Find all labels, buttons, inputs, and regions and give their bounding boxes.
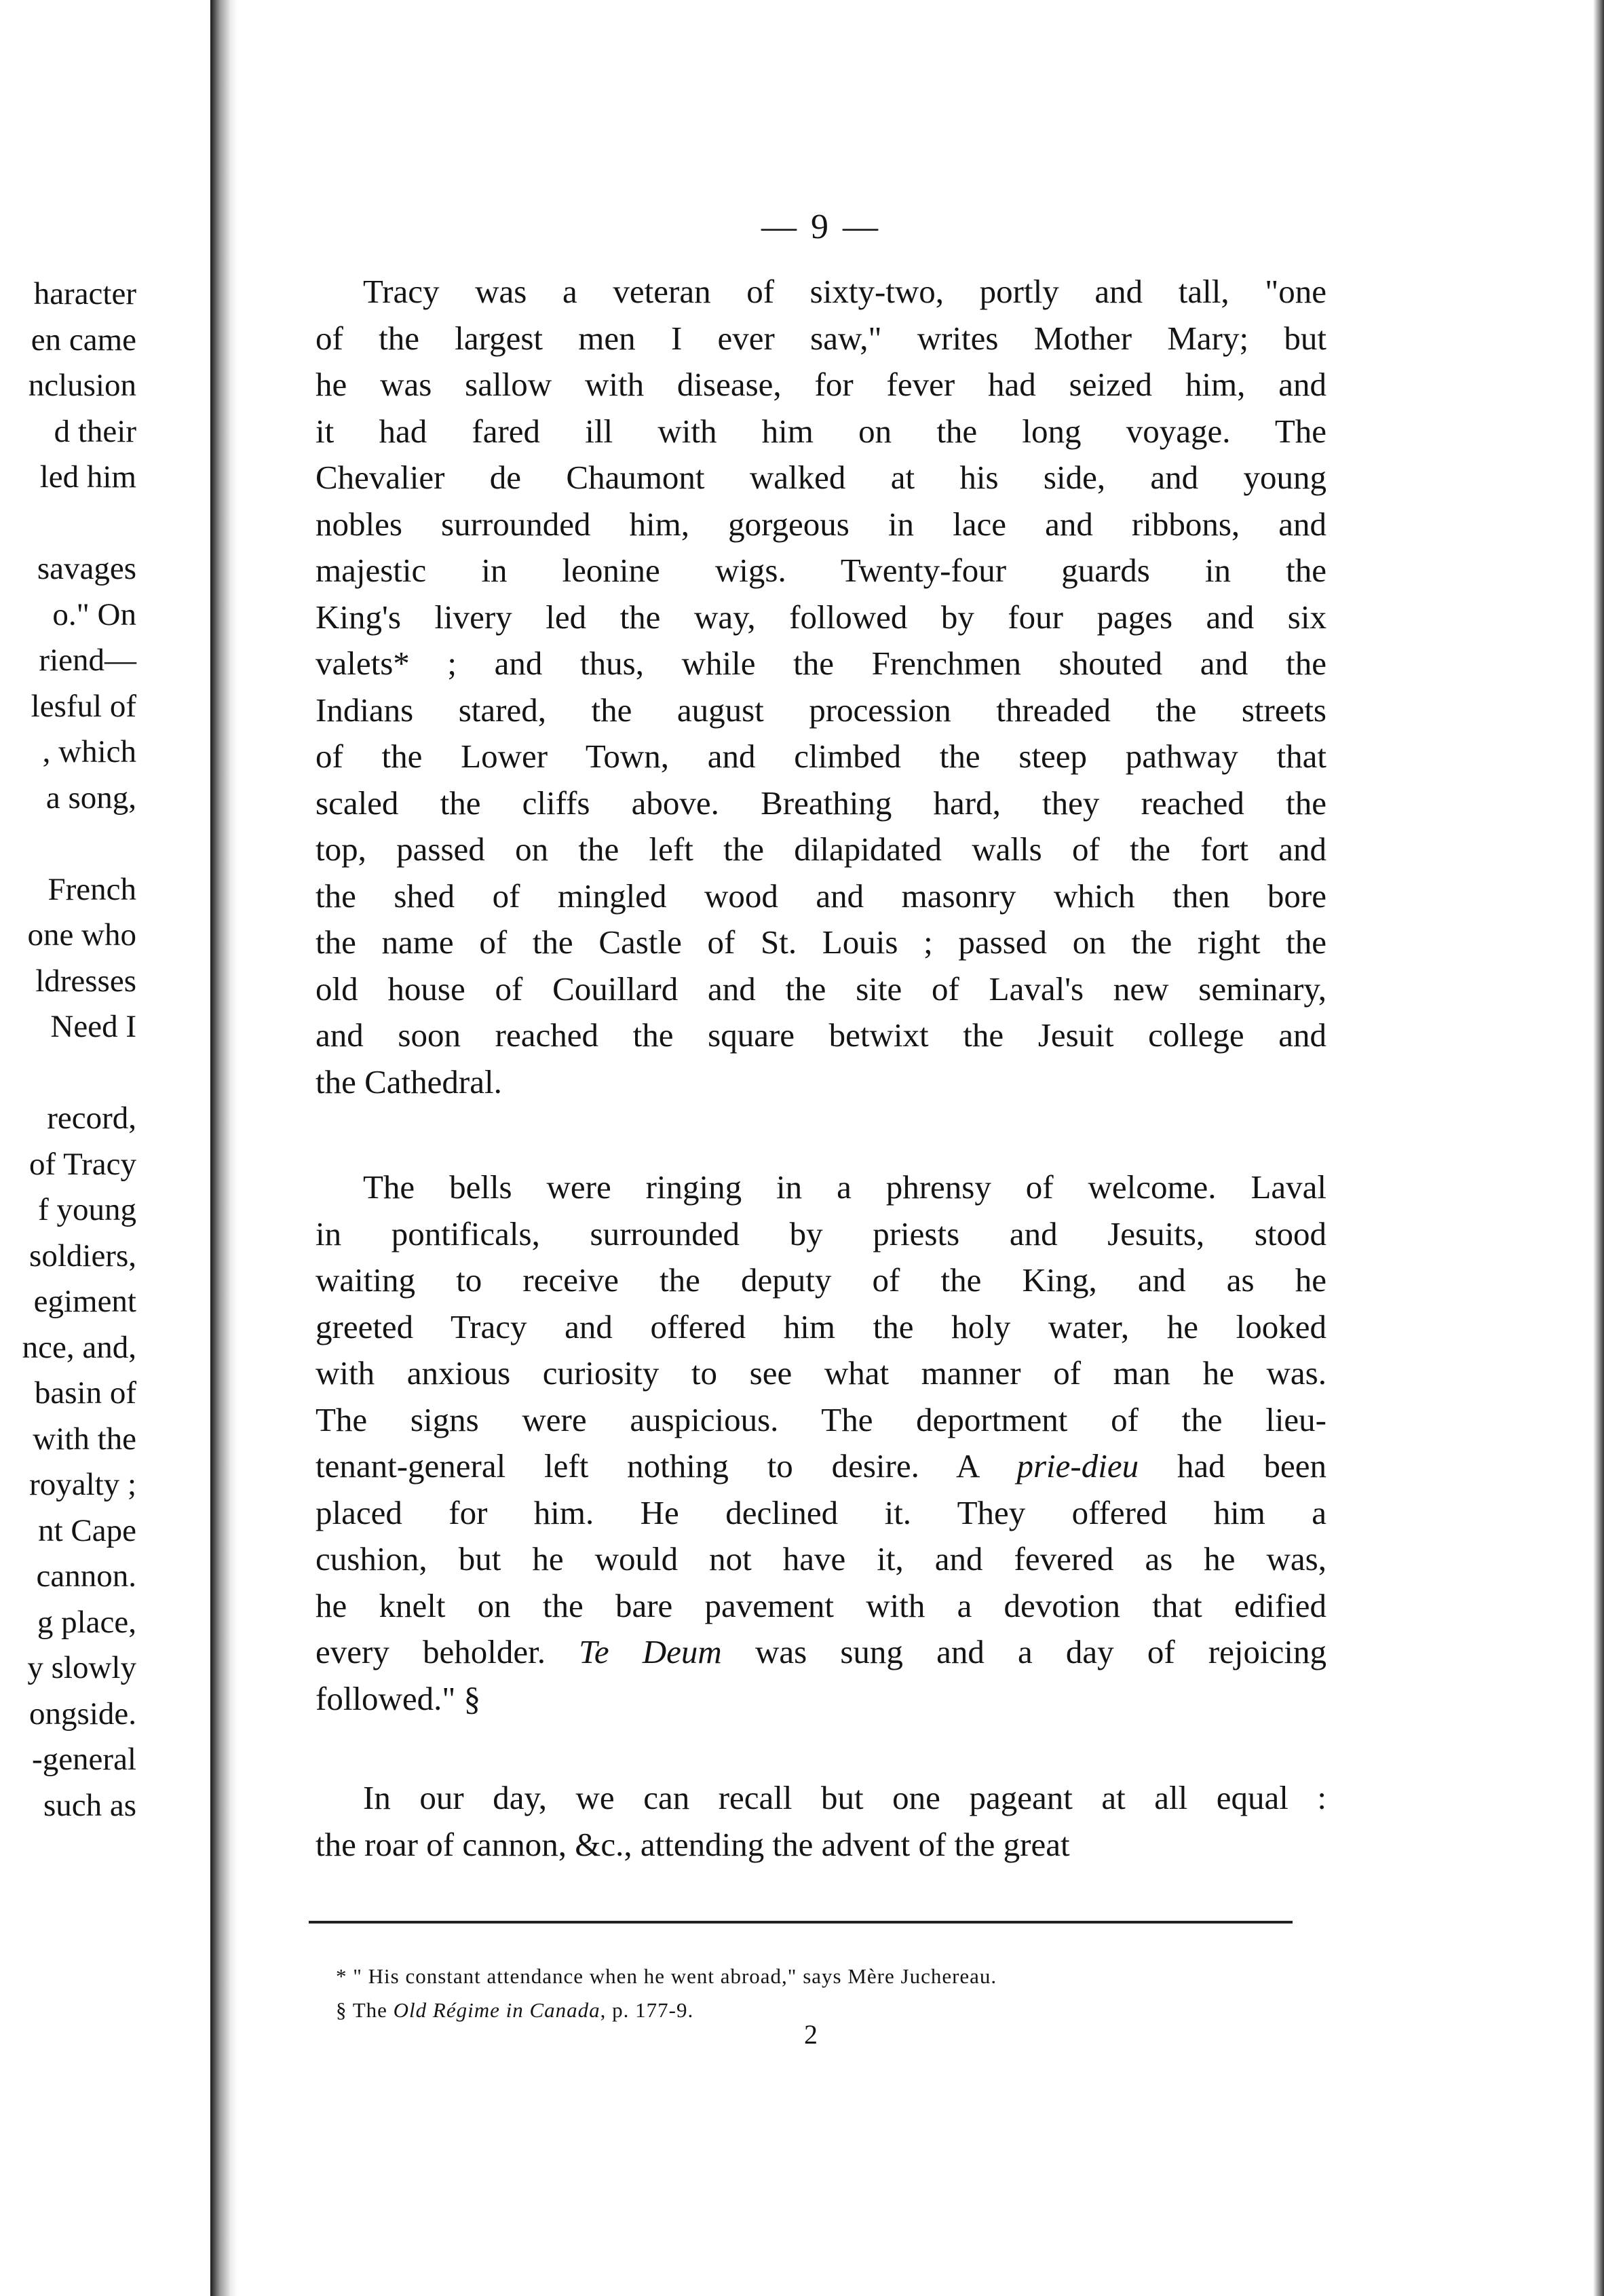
left-page-line: o." On	[52, 596, 136, 632]
left-page-line: nce, and,	[22, 1329, 136, 1365]
paragraph-2-line: The bells were ringing in a phrensy of welcome. Laval	[363, 1168, 1326, 1206]
paragraph-1-line: the name of the Castle of St. Louis ; passed on the right the	[316, 923, 1326, 961]
paragraph-1-line: old house of Couillard and the site of Laval's new seminary,	[316, 970, 1326, 1008]
left-page-line: record,	[47, 1101, 136, 1136]
left-page-line: savages	[37, 551, 136, 586]
left-page-line: ldresses	[35, 963, 136, 999]
paragraph-2-line: tenant-general left nothing to desire. A prie-dieu had been	[316, 1447, 1326, 1485]
left-page-line: en came	[31, 322, 136, 358]
paragraph-2-line: placed for him. He declined it. They offered him a	[316, 1493, 1326, 1531]
paragraph-1-line: valets* ; and thus, while the Frenchmen shouted and the	[316, 645, 1326, 682]
footnote-2: § The Old Régime in Canada, p. 177-9.	[336, 1998, 694, 2022]
paragraph-1-line: nobles surrounded him, gorgeous in lace and ribbons, and	[316, 505, 1326, 543]
paragraph-2-line: with anxious curiosity to see what manner of man he was.	[316, 1354, 1326, 1392]
left-page-line: cannon.	[36, 1558, 136, 1594]
paragraph-1-line: top, passed on the left the dilapidated walls of the fort and	[316, 830, 1326, 868]
left-page-line: of Tracy	[29, 1146, 136, 1182]
paragraph-2-line: cushion, but he would not have it, and fevered as he was,	[316, 1540, 1326, 1577]
paragraph-2-line: greeted Tracy and offered him the holy water, he looked	[316, 1307, 1326, 1345]
paragraph-1-line: Indians stared, the august procession threaded the streets	[316, 691, 1326, 729]
left-page-line: y slowly	[27, 1650, 136, 1685]
paragraph-2-line: in pontificals, surrounded by priests and Jesuits, stood	[316, 1214, 1326, 1252]
paragraph-3-line: the roar of cannon, &c., attending the advent of the great	[316, 1825, 1070, 1863]
paragraph-1-line: of the Lower Town, and climbed the steep pathway that	[316, 738, 1326, 775]
footnote-1: * " His constant attendance when he went abroad," says Mère Juchereau.	[336, 1964, 997, 1988]
left-page-line: egiment	[33, 1284, 136, 1319]
paragraph-1-line: Tracy was a veteran of sixty-two, portly and tall, "one	[363, 273, 1326, 310]
left-page-line: one who	[27, 917, 136, 953]
paragraph-2-line: he knelt on the bare pavement with a devotion that edified	[316, 1586, 1326, 1624]
left-page-line: , which	[42, 734, 136, 769]
paragraph-1-line: of the largest men I ever saw," writes Mother Mary; but	[316, 319, 1326, 357]
left-page-line: -general	[32, 1742, 136, 1777]
left-page-line: nclusion	[28, 368, 136, 403]
signature-mark: 2	[804, 2019, 818, 2050]
page-gutter-shadow	[210, 0, 237, 2296]
paragraph-1-line: majestic in leonine wigs. Twenty-four guards in the	[316, 552, 1326, 589]
paragraph-1-line: and soon reached the square betwixt the Jesuit college and	[316, 1016, 1326, 1054]
paragraph-3-line: In our day, we can recall but one pageant at all equal :	[363, 1779, 1326, 1816]
left-page-line: French	[47, 871, 136, 907]
paragraph-1-line: scaled the cliffs above. Breathing hard, they reached the	[316, 784, 1326, 822]
page-edge	[1593, 0, 1604, 2296]
paragraph-1-line: King's livery led the way, followed by four pages and six	[316, 598, 1326, 636]
left-page-line: g place,	[37, 1604, 136, 1640]
page-number: — 9 —	[761, 208, 881, 246]
left-page-line: f young	[38, 1192, 136, 1227]
paragraph-2-line: followed." §	[316, 1679, 481, 1717]
left-page-line: haracter	[33, 276, 136, 311]
left-page-line: Need I	[50, 1009, 136, 1044]
left-page-line: such as	[43, 1787, 136, 1823]
paragraph-1-line: he was sallow with disease, for fever had seized him, and	[316, 366, 1326, 403]
paragraph-1-line: the Cathedral.	[316, 1063, 502, 1101]
paragraph-1-line: it had fared ill with him on the long voyage. The	[316, 412, 1326, 450]
paragraph-2-line: waiting to receive the deputy of the King, and as he	[316, 1261, 1326, 1299]
paragraph-2-line: The signs were auspicious. The deportment of the lieu-	[316, 1400, 1326, 1438]
left-page-line: riend—	[39, 643, 136, 678]
left-page-fragment	[0, 0, 139, 2296]
left-page-line: led him	[39, 459, 136, 495]
left-page-line: soldiers,	[29, 1238, 136, 1274]
left-page-line: d their	[54, 413, 136, 449]
left-page-line: nt Cape	[38, 1512, 136, 1548]
left-page-line: royalty ;	[29, 1467, 136, 1502]
footnote-rule	[309, 1921, 1293, 1924]
left-page-line: ongside.	[29, 1696, 136, 1731]
left-page-line: lesful of	[31, 688, 136, 724]
left-page-line: a song,	[45, 780, 136, 816]
paragraph-1-line: Chevalier de Chaumont walked at his side, and young	[316, 459, 1326, 496]
paragraph-2-line: every beholder. Te Deum was sung and a day of rejoicing	[316, 1633, 1326, 1670]
paragraph-1-line: the shed of mingled wood and masonry which then bore	[316, 877, 1326, 915]
left-page-line: with the	[33, 1421, 136, 1457]
left-page-line: basin of	[34, 1375, 136, 1411]
